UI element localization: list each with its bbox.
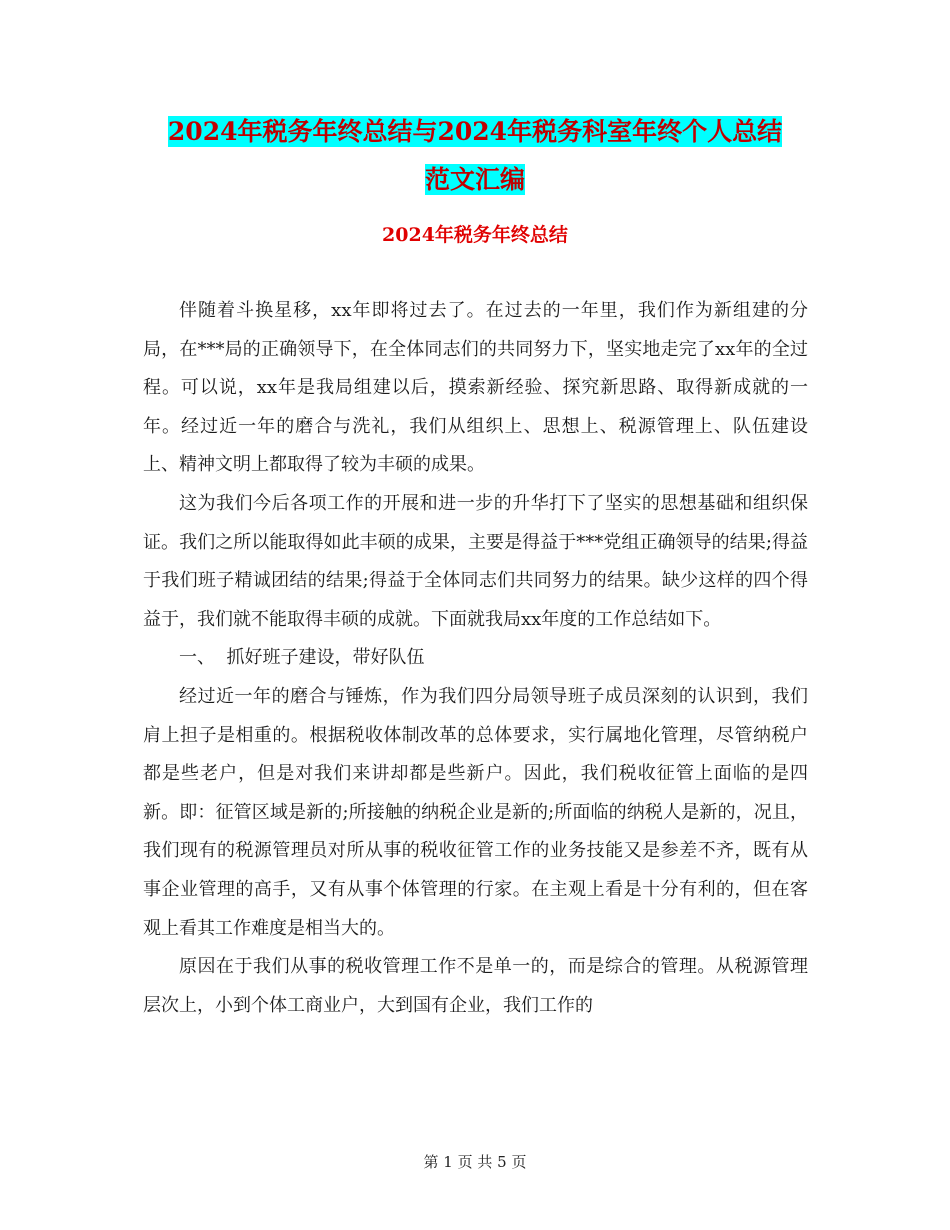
paragraph: 原因在于我们从事的税收管理工作不是单一的，而是综合的管理。从税源管理层次上，小到个体工商业户，大到国有企业，我们工作的	[143, 956, 808, 1016]
paragraph: 伴随着斗换星移，xx年即将过去了。在过去的一年里，我们作为新组建的分局，在***局的正确领导下，在全体同志们的共同努力下，坚实地走完了xx年的全过程。可以说，xx年是我局组建以后，摸索新经验、探究新思路、取得新成就的一年。经过近一年的磨合与洗礼，我们从组织上、思想上、税源管理上、队伍建设上、精神文明上都取得了较为丰硕的成果。	[143, 300, 808, 476]
document-body	[143, 292, 808, 1025]
paragraph: 这为我们今后各项工作的开展和进一步的升华打下了坚实的思想基础和组织保证。我们之所以能取得如此丰硕的成果，主要是得益于***党组正确领导的结果;得益于我们班子精诚团结的结果;得益于全体同志们共同努力的结果。缺少这样的四个得益于，我们就不能取得丰硕的成就。下面就我局xx年度的工作总结如下。	[143, 492, 808, 630]
paragraph-heading: 一、 抓好班子建设，带好队伍	[179, 647, 425, 669]
page-number-footer: 第 1 页 共 5 页	[423, 1153, 527, 1171]
document-title-line-1: 2024年税务年终总结与2024年税务科室年终个人总结	[167, 117, 783, 146]
document-title	[0, 108, 950, 204]
paragraph: 经过近一年的磨合与锤炼，作为我们四分局领导班子成员深刻的认识到，我们肩上担子是相重的。根据税收体制改革的总体要求，实行属地化管理，尽管纳税户都是些老户，但是对我们来讲却都是些新户。因此，我们税收征管上面临的是四新。即：征管区域是新的;所接触的纳税企业是新的;所面临的纳税人是新的，况且，我们现有的税源管理员对所从事的税收征管工作的业务技能又是参差不齐，既有从事企业管理的高手，又有从事个体管理的行家。在主观上看是十分有利的，但在客观上看其工作难度是相当大的。	[143, 685, 808, 939]
section-title: 2024年税务年终总结	[382, 224, 568, 246]
document-title-line-2: 范文汇编	[424, 165, 525, 194]
